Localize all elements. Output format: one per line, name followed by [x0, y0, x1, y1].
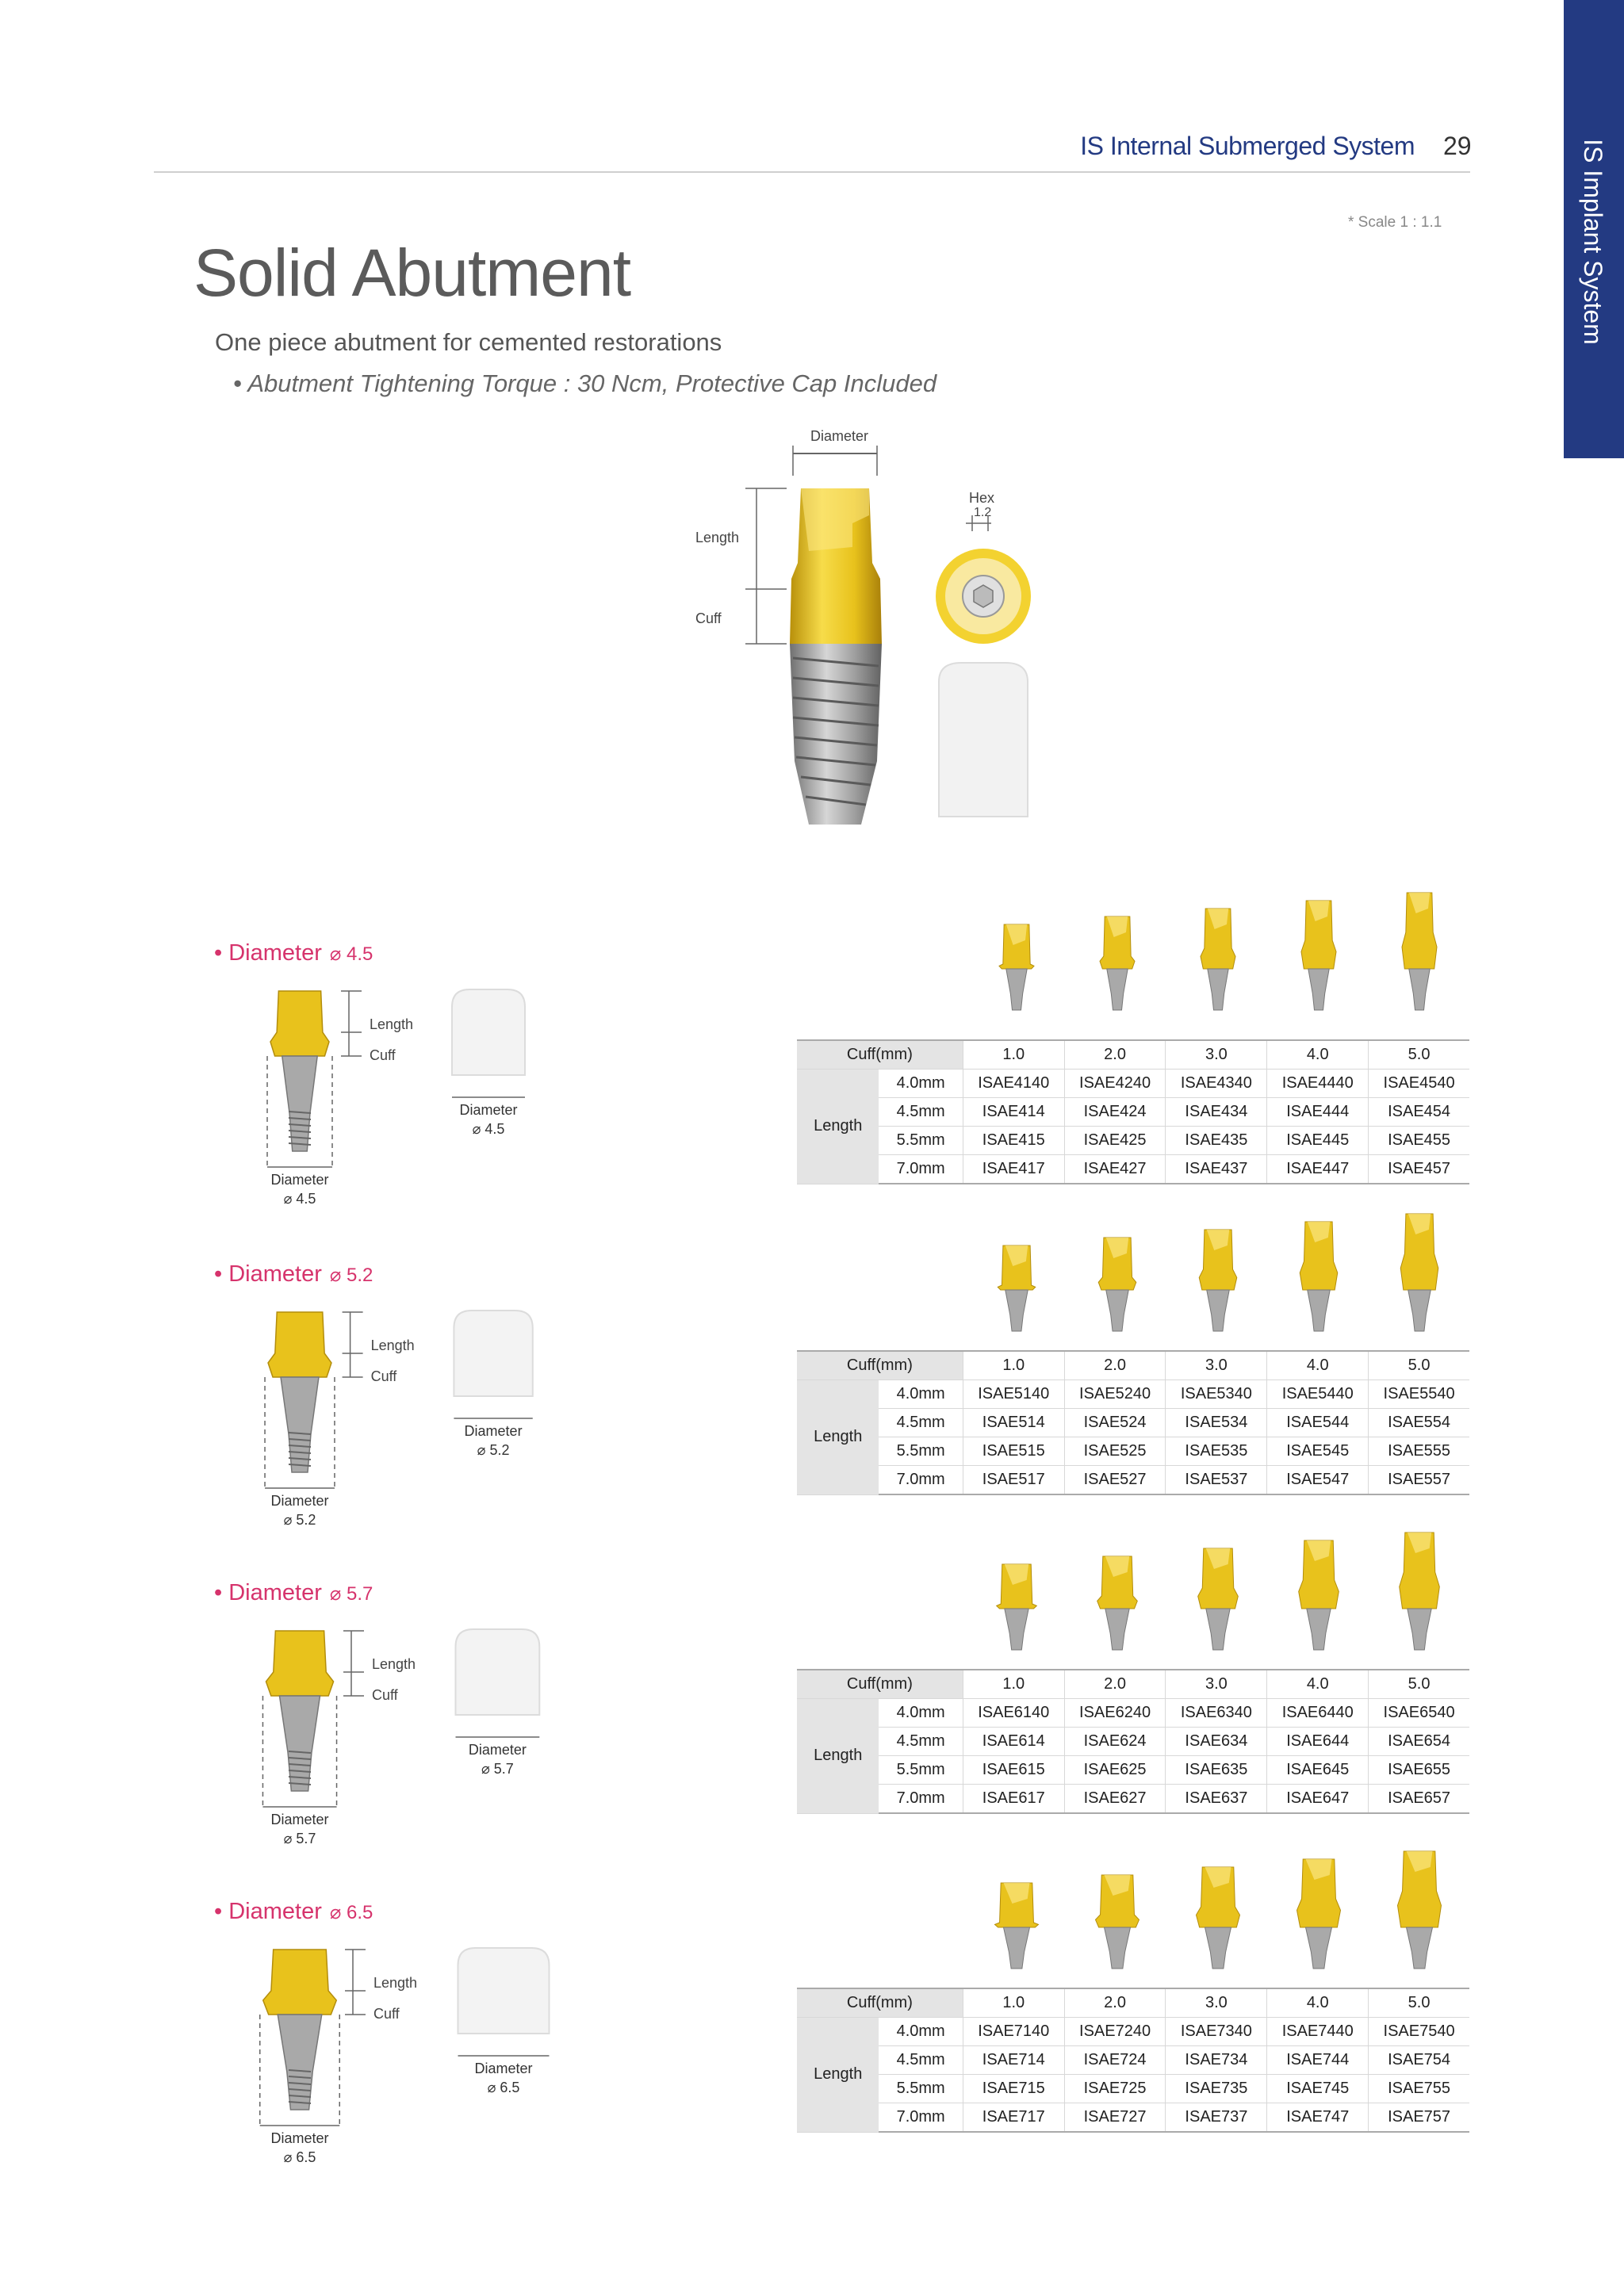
table-row: [797, 1728, 1469, 1756]
cap-diameter-value: ⌀ 5.7: [481, 1761, 514, 1777]
product-code: ISAE454: [1369, 1098, 1469, 1127]
page-subtitle: One piece abutment for cemented restorations: [215, 328, 722, 356]
product-code: ISAE627: [1064, 1785, 1166, 1814]
product-code: ISAE527: [1064, 1466, 1166, 1495]
product-code: ISAE415: [963, 1127, 1064, 1155]
cuff-label: Cuff: [370, 1368, 397, 1384]
section-heading-label: • Diameter: [214, 940, 322, 966]
table-header-row: [797, 1040, 1469, 1070]
implant-abutment-illustration: [682, 420, 1078, 864]
product-code: ISAE417: [963, 1155, 1064, 1184]
cuff-header: Cuff(mm): [797, 1351, 963, 1380]
table-row: [797, 1437, 1469, 1466]
cuff-value: 3.0: [1166, 1670, 1267, 1699]
product-code: ISAE734: [1166, 2046, 1267, 2075]
product-code: ISAE617: [963, 1785, 1064, 1814]
abutment-diameter-value: ⌀ 4.5: [283, 1191, 316, 1207]
product-code: ISAE634: [1166, 1728, 1267, 1756]
cuff-label: Cuff: [372, 1687, 398, 1703]
cuff-value: 3.0: [1166, 1988, 1267, 2018]
abutment-diameter-value: ⌀ 5.7: [283, 1831, 316, 1846]
cuff-variant-thumbnails: [952, 878, 1475, 1021]
section-heading-diameter: ⌀ 4.5: [329, 943, 373, 965]
section-heading-label: • Diameter: [214, 1261, 322, 1287]
product-code-table: [797, 1039, 1469, 1184]
product-code-table: [797, 1988, 1469, 2133]
cuff-variant-thumbnails: [952, 1200, 1475, 1342]
cuff-value: 2.0: [1064, 1040, 1166, 1070]
scale-note: * Scale 1 : 1.1: [1348, 214, 1442, 231]
section-heading: [214, 1261, 373, 1288]
product-code: ISAE757: [1369, 2103, 1469, 2133]
product-code: ISAE5340: [1166, 1380, 1267, 1409]
length-label: Length: [370, 1016, 414, 1032]
product-code: ISAE7440: [1267, 2018, 1369, 2046]
product-code-table: [797, 1669, 1469, 1814]
cuff-value: 2.0: [1064, 1670, 1166, 1699]
table-row: [797, 2075, 1469, 2103]
cuff-value: 4.0: [1267, 1988, 1369, 2018]
abutment-diameter-label: Diameter: [270, 1493, 329, 1509]
cuff-value: 5.0: [1369, 1351, 1469, 1380]
product-code: ISAE6440: [1267, 1699, 1369, 1728]
product-code: ISAE5240: [1064, 1380, 1166, 1409]
length-label: Length: [373, 1975, 418, 1991]
main-cuff-label: Cuff: [695, 610, 722, 626]
product-code: ISAE725: [1064, 2075, 1166, 2103]
table-row: [797, 1785, 1469, 1814]
length-value: 7.0mm: [879, 2103, 963, 2133]
product-code: ISAE657: [1369, 1785, 1469, 1814]
product-code: ISAE737: [1166, 2103, 1267, 2133]
torque-note: • Abutment Tightening Torque : 30 Ncm, Protective Cap Included: [233, 369, 937, 397]
cuff-value: 4.0: [1267, 1040, 1369, 1070]
cuff-header: Cuff(mm): [797, 1988, 963, 2018]
product-code: ISAE735: [1166, 2075, 1267, 2103]
product-code: ISAE6540: [1369, 1699, 1469, 1728]
product-code: ISAE545: [1267, 1437, 1369, 1466]
product-code: ISAE625: [1064, 1756, 1166, 1785]
cuff-header: Cuff(mm): [797, 1040, 963, 1070]
length-value: 4.5mm: [879, 1098, 963, 1127]
table-row: [797, 1070, 1469, 1098]
section-heading-diameter: ⌀ 5.7: [329, 1583, 373, 1605]
section-heading-diameter: ⌀ 6.5: [329, 1902, 373, 1923]
table-row: [797, 2018, 1469, 2046]
table-header-row: [797, 1988, 1469, 2018]
product-code: ISAE414: [963, 1098, 1064, 1127]
product-code: ISAE655: [1369, 1756, 1469, 1785]
product-code: ISAE515: [963, 1437, 1064, 1466]
product-code: ISAE444: [1267, 1098, 1369, 1127]
table-header-row: [797, 1670, 1469, 1699]
section-heading-diameter: ⌀ 5.2: [329, 1265, 373, 1286]
table-row: [797, 1098, 1469, 1127]
product-code: ISAE624: [1064, 1728, 1166, 1756]
product-code: ISAE7540: [1369, 2018, 1469, 2046]
product-code: ISAE525: [1064, 1437, 1166, 1466]
header-title: IS Internal Submerged System: [1080, 132, 1415, 160]
product-code: ISAE615: [963, 1756, 1064, 1785]
product-code: ISAE7340: [1166, 2018, 1267, 2046]
product-code: ISAE715: [963, 2075, 1064, 2103]
side-tab-label: IS Implant System: [1579, 139, 1607, 345]
product-code: ISAE7240: [1064, 2018, 1166, 2046]
product-code: ISAE644: [1267, 1728, 1369, 1756]
product-code: ISAE717: [963, 2103, 1064, 2133]
length-value: 7.0mm: [879, 1785, 963, 1814]
page-title: Solid Abutment: [193, 235, 631, 310]
product-code: ISAE647: [1267, 1785, 1369, 1814]
table-row: [797, 1409, 1469, 1437]
cuff-value: 2.0: [1064, 1351, 1166, 1380]
product-code: ISAE637: [1166, 1785, 1267, 1814]
product-code: ISAE6140: [963, 1699, 1064, 1728]
product-code: ISAE535: [1166, 1437, 1267, 1466]
length-value: 4.0mm: [879, 1699, 963, 1728]
cuff-value: 2.0: [1064, 1988, 1166, 2018]
length-value: 4.0mm: [879, 1070, 963, 1098]
length-value: 7.0mm: [879, 1466, 963, 1495]
cap-diameter-label: Diameter: [464, 1423, 523, 1439]
product-code-table: [797, 1350, 1469, 1495]
product-code: ISAE447: [1267, 1155, 1369, 1184]
main-diameter-label: Diameter: [810, 428, 869, 444]
product-code: ISAE537: [1166, 1466, 1267, 1495]
product-code: ISAE4140: [963, 1070, 1064, 1098]
cuff-variant-thumbnails: [952, 1518, 1475, 1661]
product-code: ISAE6340: [1166, 1699, 1267, 1728]
product-code: ISAE514: [963, 1409, 1064, 1437]
length-value: 5.5mm: [879, 1437, 963, 1466]
product-code: ISAE424: [1064, 1098, 1166, 1127]
product-code: ISAE727: [1064, 2103, 1166, 2133]
length-value: 4.0mm: [879, 2018, 963, 2046]
product-code: ISAE714: [963, 2046, 1064, 2075]
product-code: ISAE455: [1369, 1127, 1469, 1155]
product-code: ISAE744: [1267, 2046, 1369, 2075]
product-code: ISAE747: [1267, 2103, 1369, 2133]
product-code: ISAE4240: [1064, 1070, 1166, 1098]
product-code: ISAE5140: [963, 1380, 1064, 1409]
cuff-value: 1.0: [963, 1670, 1064, 1699]
cuff-value: 5.0: [1369, 1670, 1469, 1699]
cuff-label: Cuff: [370, 1047, 396, 1063]
page-number: 29: [1443, 132, 1472, 160]
product-code: ISAE427: [1064, 1155, 1166, 1184]
table-row: [797, 1380, 1469, 1409]
product-code: ISAE547: [1267, 1466, 1369, 1495]
product-code: ISAE457: [1369, 1155, 1469, 1184]
cuff-value: 1.0: [963, 1988, 1064, 2018]
length-value: 5.5mm: [879, 1127, 963, 1155]
product-code: ISAE534: [1166, 1409, 1267, 1437]
abutment-diameter-label: Diameter: [270, 2130, 329, 2146]
abutment-diameter-label: Diameter: [270, 1172, 329, 1188]
length-header: Length: [797, 1699, 879, 1814]
length-value: 4.5mm: [879, 1409, 963, 1437]
cuff-variant-thumbnails: [952, 1837, 1475, 1980]
section-heading-label: • Diameter: [214, 1580, 322, 1605]
product-code: ISAE4540: [1369, 1070, 1469, 1098]
cuff-value: 5.0: [1369, 1988, 1469, 2018]
length-header: Length: [797, 1380, 879, 1495]
length-value: 4.5mm: [879, 2046, 963, 2075]
product-code: ISAE544: [1267, 1409, 1369, 1437]
abutment-diameter-value: ⌀ 5.2: [283, 1512, 316, 1528]
cuff-value: 3.0: [1166, 1351, 1267, 1380]
header-divider: [154, 171, 1470, 173]
product-code: ISAE524: [1064, 1409, 1166, 1437]
section-heading: [214, 1580, 373, 1606]
cuff-value: 4.0: [1267, 1351, 1369, 1380]
cap-diameter-label: Diameter: [474, 2061, 533, 2076]
length-value: 5.5mm: [879, 1756, 963, 1785]
hex-label: Hex: [969, 490, 995, 506]
product-code: ISAE437: [1166, 1155, 1267, 1184]
section-heading: [214, 940, 373, 966]
product-code: ISAE614: [963, 1728, 1064, 1756]
product-code: ISAE4340: [1166, 1070, 1267, 1098]
length-label: Length: [372, 1656, 416, 1672]
length-value: 5.5mm: [879, 2075, 963, 2103]
cuff-value: 1.0: [963, 1040, 1064, 1070]
product-code: ISAE517: [963, 1466, 1064, 1495]
section-heading: [214, 1899, 373, 1925]
length-value: 7.0mm: [879, 1155, 963, 1184]
product-code: ISAE554: [1369, 1409, 1469, 1437]
section-heading-label: • Diameter: [214, 1899, 322, 1924]
cap-diameter-value: ⌀ 5.2: [477, 1442, 510, 1458]
product-code: ISAE635: [1166, 1756, 1267, 1785]
table-row: [797, 1699, 1469, 1728]
side-tab: [1564, 0, 1624, 458]
product-code: ISAE7140: [963, 2018, 1064, 2046]
cap-diameter-label: Diameter: [468, 1742, 527, 1758]
product-code: ISAE4440: [1267, 1070, 1369, 1098]
product-code: ISAE754: [1369, 2046, 1469, 2075]
table-row: [797, 1155, 1469, 1184]
length-header: Length: [797, 2018, 879, 2133]
cuff-value: 1.0: [963, 1351, 1064, 1380]
product-code: ISAE755: [1369, 2075, 1469, 2103]
product-code: ISAE557: [1369, 1466, 1469, 1495]
product-code: ISAE724: [1064, 2046, 1166, 2075]
cuff-header: Cuff(mm): [797, 1670, 963, 1699]
product-code: ISAE5540: [1369, 1380, 1469, 1409]
product-code: ISAE6240: [1064, 1699, 1166, 1728]
main-length-label: Length: [695, 530, 740, 545]
table-header-row: [797, 1351, 1469, 1380]
table-row: [797, 1756, 1469, 1785]
table-row: [797, 2046, 1469, 2075]
cap-diameter-value: ⌀ 4.5: [472, 1121, 505, 1137]
product-code: ISAE434: [1166, 1098, 1267, 1127]
length-value: 4.5mm: [879, 1728, 963, 1756]
length-header: Length: [797, 1070, 879, 1184]
hex-size-label: 1.2: [974, 506, 992, 519]
table-row: [797, 1466, 1469, 1495]
cuff-label: Cuff: [373, 2006, 400, 2022]
product-code: ISAE5440: [1267, 1380, 1369, 1409]
product-code: ISAE654: [1369, 1728, 1469, 1756]
length-label: Length: [370, 1337, 415, 1353]
table-row: [797, 1127, 1469, 1155]
product-code: ISAE435: [1166, 1127, 1267, 1155]
cuff-value: 3.0: [1166, 1040, 1267, 1070]
length-value: 4.0mm: [879, 1380, 963, 1409]
cuff-value: 4.0: [1267, 1670, 1369, 1699]
product-code: ISAE745: [1267, 2075, 1369, 2103]
abutment-diameter-value: ⌀ 6.5: [283, 2149, 316, 2165]
cuff-value: 5.0: [1369, 1040, 1469, 1070]
cap-diameter-label: Diameter: [459, 1102, 518, 1118]
product-code: ISAE425: [1064, 1127, 1166, 1155]
cap-diameter-value: ⌀ 6.5: [487, 2080, 520, 2095]
abutment-diameter-label: Diameter: [270, 1812, 329, 1827]
product-code: ISAE445: [1267, 1127, 1369, 1155]
main-diagram: [682, 420, 1078, 864]
product-code: ISAE555: [1369, 1437, 1469, 1466]
product-code: ISAE645: [1267, 1756, 1369, 1785]
table-row: [797, 2103, 1469, 2133]
